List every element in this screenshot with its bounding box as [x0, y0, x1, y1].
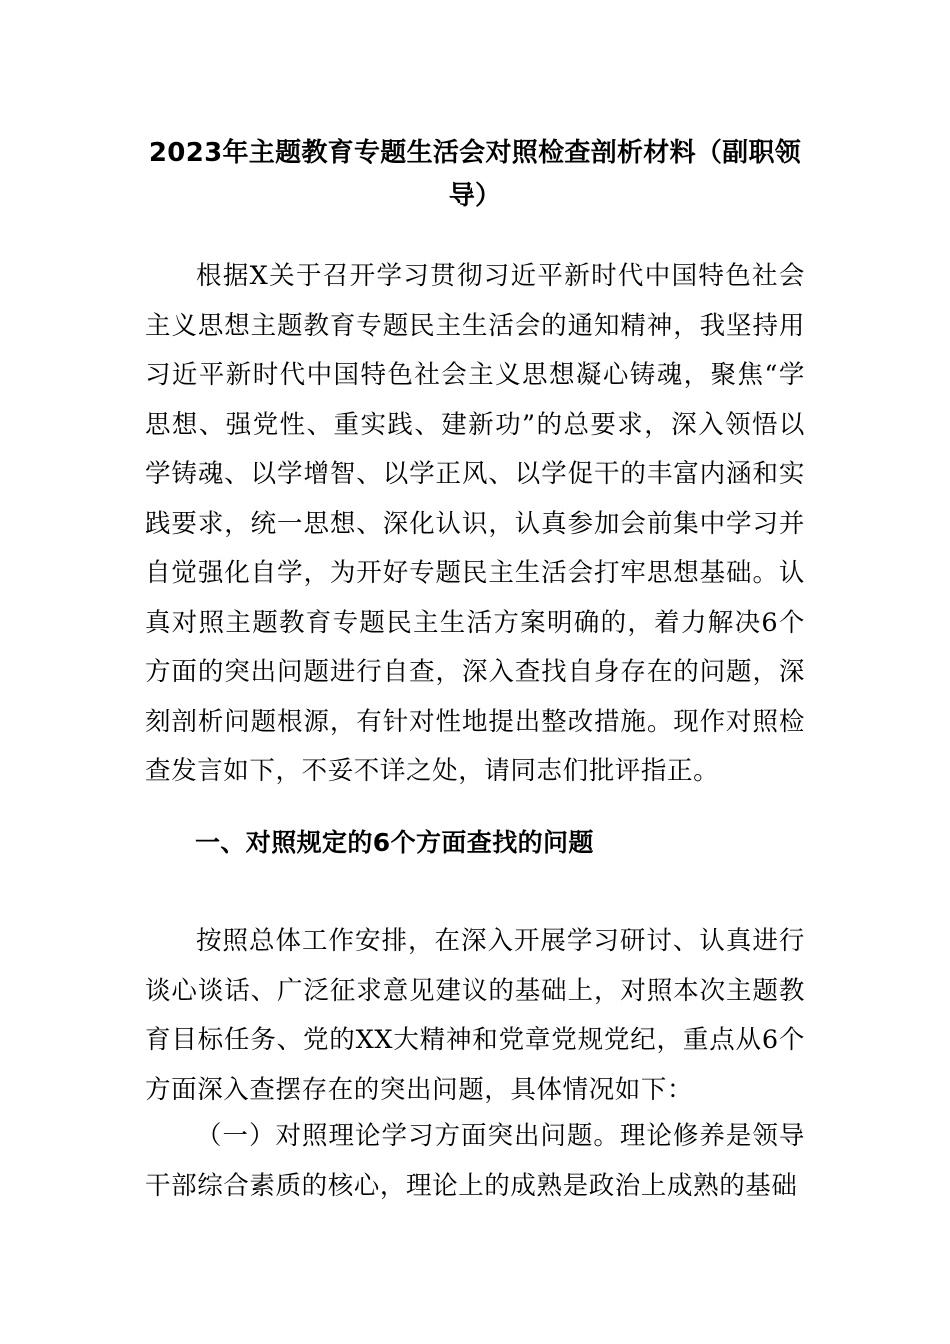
section-heading: 一、对照规定的6个方面查找的问题	[195, 828, 594, 857]
intro-paragraph: 根据X关于召开学习贯彻习近平新时代中国特色社会主义思想主题教育专题民主生活会的通知精神，我坚持用习近平新时代中国特色社会主义思想凝心铸魂，聚焦“学思想、强党性、重实践、建新功”的总要求，深入领悟以学铸魂、以学增智、以学正风、以学促干的丰富内涵和实践要求，统一思想、深化认识，认真参加会前集中学习并自觉强化自学，为开好专题民主生活会打牢思想基础。认真对照主题教育专题民主生活方案明确的，着力解决6个方面的突出问题进行自查，深入查找自身存在的问题，深刻剖析问题根源，有针对性地提出整改措施。现作对照检查发言如下，不妥不详之处，请同志们批评指正。	[145, 261, 805, 786]
section-intro-paragraph: 按照总体工作安排，在深入开展学习研讨、认真进行谈心谈话、广泛征求意见建议的基础上，对照本次主题教育目标任务、党的XX大精神和党章党规党纪，重点从6个方面深入查摆存在的突出问题，具体情况如下：	[145, 926, 805, 1105]
subsection-paragraph: （一）对照理论学习方面突出问题。理论修养是领导干部综合素质的核心，理论上的成熟是政治上成熟的基础	[145, 1121, 805, 1201]
document-title: 2023年主题教育专题生活会对照检查剖析材料（副职领导）	[148, 138, 802, 211]
